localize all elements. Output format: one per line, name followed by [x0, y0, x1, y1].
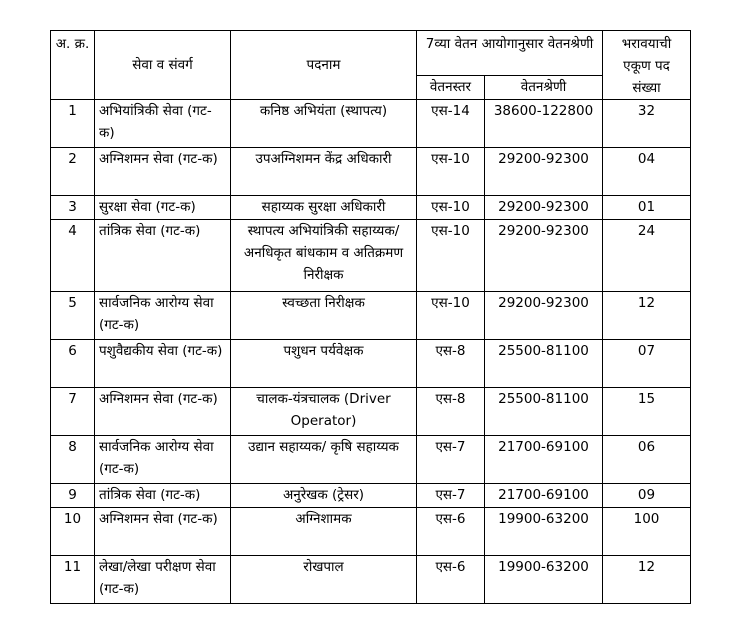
- cell-pay-level: एस-10: [417, 196, 485, 220]
- cell-pay-scale: 21700-69100: [485, 484, 603, 508]
- cell-pay-level: एस-8: [417, 340, 485, 388]
- cell-post: अग्निशामक: [231, 508, 417, 556]
- cell-sr: 8: [51, 436, 95, 484]
- header-pay-level: वेतनस्तर: [417, 75, 485, 99]
- recruitment-table: [50, 30, 691, 604]
- cell-pay-level: एस-6: [417, 556, 485, 604]
- header-pay-group: 7व्या वेतन आयोगानुसार वेतनश्रेणी: [417, 31, 603, 76]
- header-sr: अ. क्र.: [51, 31, 95, 100]
- table-row: [51, 148, 691, 196]
- cell-total: 07: [603, 340, 691, 388]
- table-row: [51, 508, 691, 556]
- cell-total: 06: [603, 436, 691, 484]
- cell-service: सार्वजनिक आरोग्य सेवा (गट-क): [95, 292, 231, 340]
- cell-post: स्थापत्य अभियांत्रिकी सहाय्यक/अनधिकृत बांधकाम व अतिक्रमण निरीक्षक: [231, 220, 417, 292]
- header-total: भरावयाची एकूण पद संख्या: [603, 31, 691, 100]
- cell-pay-level: एस-6: [417, 508, 485, 556]
- cell-post: उपअग्निशमन केंद्र अधिकारी: [231, 148, 417, 196]
- header-service: सेवा व संवर्ग: [95, 31, 231, 100]
- cell-post: अनुरेखक (ट्रेसर): [231, 484, 417, 508]
- table-row: [51, 340, 691, 388]
- table-row: [51, 556, 691, 604]
- cell-pay-level: एस-7: [417, 436, 485, 484]
- cell-total: 01: [603, 196, 691, 220]
- cell-sr: 1: [51, 100, 95, 148]
- cell-pay-scale: 19900-63200: [485, 508, 603, 556]
- cell-service: सुरक्षा सेवा (गट-क): [95, 196, 231, 220]
- cell-sr: 3: [51, 196, 95, 220]
- table-row: [51, 388, 691, 436]
- cell-total: 12: [603, 292, 691, 340]
- cell-sr: 10: [51, 508, 95, 556]
- cell-sr: 9: [51, 484, 95, 508]
- cell-pay-scale: 25500-81100: [485, 340, 603, 388]
- table-row: [51, 292, 691, 340]
- header-post: पदनाम: [231, 31, 417, 100]
- cell-pay-scale: 25500-81100: [485, 388, 603, 436]
- cell-pay-scale: 29200-92300: [485, 196, 603, 220]
- table-row: [51, 196, 691, 220]
- cell-pay-scale: 29200-92300: [485, 220, 603, 292]
- cell-total: 09: [603, 484, 691, 508]
- cell-total: 12: [603, 556, 691, 604]
- cell-sr: 4: [51, 220, 95, 292]
- cell-service: अग्निशमन सेवा (गट-क): [95, 388, 231, 436]
- cell-post: उद्यान सहाय्यक/ कृषि सहाय्यक: [231, 436, 417, 484]
- cell-pay-scale: 21700-69100: [485, 436, 603, 484]
- cell-service: लेखा/लेखा परीक्षण सेवा (गट-क): [95, 556, 231, 604]
- cell-service: अग्निशमन सेवा (गट-क): [95, 508, 231, 556]
- cell-pay-level: एस-10: [417, 220, 485, 292]
- cell-service: अग्निशमन सेवा (गट-क): [95, 148, 231, 196]
- cell-post: सहाय्यक सुरक्षा अधिकारी: [231, 196, 417, 220]
- cell-service: पशुवैद्यकीय सेवा (गट-क): [95, 340, 231, 388]
- cell-total: 15: [603, 388, 691, 436]
- table-row: [51, 436, 691, 484]
- cell-pay-level: एस-7: [417, 484, 485, 508]
- cell-total: 24: [603, 220, 691, 292]
- cell-pay-scale: 29200-92300: [485, 292, 603, 340]
- cell-pay-level: एस-10: [417, 148, 485, 196]
- cell-total: 100: [603, 508, 691, 556]
- cell-post: पशुधन पर्यवेक्षक: [231, 340, 417, 388]
- cell-pay-level: एस-14: [417, 100, 485, 148]
- cell-service: तांत्रिक सेवा (गट-क): [95, 220, 231, 292]
- table-row: [51, 484, 691, 508]
- cell-post: स्वच्छता निरीक्षक: [231, 292, 417, 340]
- table-row: [51, 100, 691, 148]
- cell-total: 32: [603, 100, 691, 148]
- table-row: [51, 220, 691, 292]
- cell-post: रोखपाल: [231, 556, 417, 604]
- cell-service: अभियांत्रिकी सेवा (गट-क): [95, 100, 231, 148]
- cell-total: 04: [603, 148, 691, 196]
- cell-pay-level: एस-8: [417, 388, 485, 436]
- cell-service: तांत्रिक सेवा (गट-क): [95, 484, 231, 508]
- header-pay-scale: वेतनश्रेणी: [485, 75, 603, 99]
- cell-pay-scale: 19900-63200: [485, 556, 603, 604]
- cell-sr: 6: [51, 340, 95, 388]
- cell-sr: 2: [51, 148, 95, 196]
- cell-sr: 11: [51, 556, 95, 604]
- cell-pay-scale: 29200-92300: [485, 148, 603, 196]
- cell-sr: 7: [51, 388, 95, 436]
- cell-sr: 5: [51, 292, 95, 340]
- cell-pay-scale: 38600-122800: [485, 100, 603, 148]
- cell-post: कनिष्ठ अभियंता (स्थापत्य): [231, 100, 417, 148]
- cell-pay-level: एस-10: [417, 292, 485, 340]
- cell-post: चालक-यंत्रचालक (Driver Operator): [231, 388, 417, 436]
- cell-service: सार्वजनिक आरोग्य सेवा (गट-क): [95, 436, 231, 484]
